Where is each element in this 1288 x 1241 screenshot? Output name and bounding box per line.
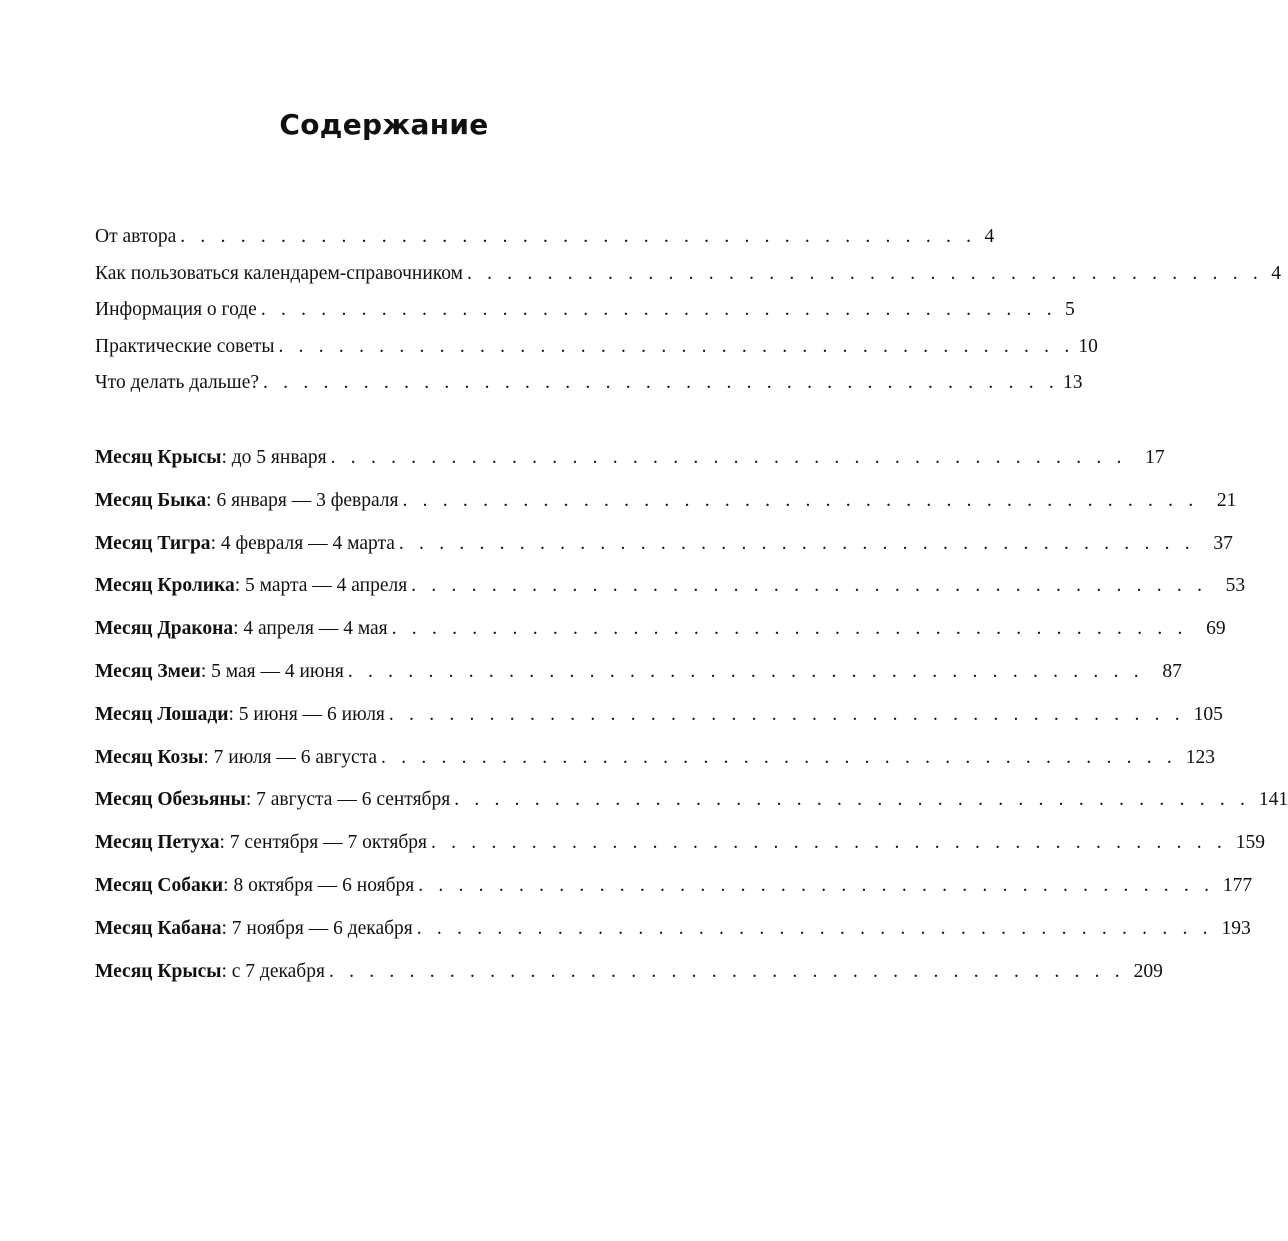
toc-page-number: 209 bbox=[1133, 960, 1163, 982]
toc-page-number: 53 bbox=[1225, 575, 1246, 597]
month-dates: : 8 октября — 6 ноября bbox=[223, 874, 415, 896]
toc-month-entry bbox=[95, 961, 325, 983]
dot-leader: . . . . . . . . . . . . . . . . . . . . . . . . . . . . . . . . . . . . . . . . bbox=[388, 703, 1185, 725]
toc-month-entry bbox=[95, 704, 385, 726]
month-name: Месяц Кабана bbox=[95, 917, 222, 939]
toc-page-number: 5 bbox=[1065, 299, 1075, 320]
month-dates: : 5 мая — 4 июня bbox=[200, 660, 344, 682]
toc-month-row bbox=[95, 618, 1226, 661]
toc-month-entry bbox=[95, 575, 407, 597]
month-dates: : 6 января — 3 февраля bbox=[206, 489, 399, 511]
toc-month-entry bbox=[95, 918, 413, 940]
toc-row bbox=[95, 226, 995, 263]
toc-entry-label: Как пользоваться календарем-справочником bbox=[95, 262, 463, 284]
month-dates: : 4 февраля — 4 марта bbox=[210, 532, 395, 554]
toc-month-entry bbox=[95, 618, 388, 640]
dot-leader: . . . . . . . . . . . . . . . . . . . . . . . . . . . . . . . . . . . . . . . . bbox=[260, 299, 1057, 320]
month-name: Месяц Быка bbox=[95, 489, 207, 511]
month-dates: : 7 ноября — 6 декабря bbox=[221, 917, 413, 939]
toc-page-number: 4 bbox=[984, 226, 995, 247]
toc-entry-label: Практические советы bbox=[95, 335, 275, 357]
toc-intro-section bbox=[95, 226, 1281, 409]
month-dates: : 7 августа — 6 сентября bbox=[245, 789, 451, 811]
month-dates: : 5 марта — 4 апреля bbox=[234, 575, 408, 597]
toc-month-entry bbox=[95, 789, 450, 811]
toc-page-number: 69 bbox=[1206, 618, 1226, 640]
dot-leader: . . . . . . . . . . . . . . . . . . . . . . . . . . . . . . . . . . . . . . . . bbox=[402, 489, 1199, 511]
month-name: Месяц Дракона bbox=[95, 618, 234, 640]
toc-row bbox=[95, 372, 1083, 409]
month-name: Месяц Крысы bbox=[95, 960, 222, 982]
toc-month-row bbox=[95, 575, 1246, 618]
dot-leader: . . . . . . . . . . . . . . . . . . . . . . . . . . . . . . . . . . . . . . . . bbox=[416, 917, 1213, 939]
toc-month-row bbox=[95, 489, 1237, 533]
toc-month-row bbox=[95, 960, 1163, 1004]
dot-leader: . . . . . . . . . . . . . . . . . . . . . . . . . . . . . . . . . . . . . . . . bbox=[328, 960, 1125, 982]
month-name: Месяц Козы bbox=[95, 746, 204, 768]
month-dates: : 5 июня — 6 июля bbox=[228, 703, 385, 725]
toc-page-number: 21 bbox=[1216, 489, 1237, 511]
month-name: Месяц Тигра bbox=[95, 532, 211, 554]
month-name: Месяц Собаки bbox=[95, 874, 224, 896]
dot-leader: . . . . . . . . . . . . . . . . . . . . . . . . . . . . . . . . . . . . . . . . bbox=[431, 832, 1227, 854]
toc-page-number: 141 bbox=[1258, 789, 1288, 811]
toc-page-number: 159 bbox=[1235, 832, 1265, 854]
toc-page-number: 4 bbox=[1271, 262, 1281, 284]
dot-leader: . . . . . . . . . . . . . . . . . . . . . . . . . . . . . . . . . . . . . . . . bbox=[391, 618, 1188, 640]
toc-page-number: 37 bbox=[1213, 532, 1233, 554]
toc-page-number: 17 bbox=[1145, 447, 1165, 468]
toc-month-row bbox=[95, 703, 1223, 747]
dot-leader: . . . . . . . . . . . . . . . . . . . . . . . . . . . . . . . . . . . . . . . . bbox=[454, 789, 1251, 811]
toc-month-row bbox=[95, 832, 1265, 875]
toc-month-row bbox=[95, 917, 1251, 961]
toc-page-number: 193 bbox=[1221, 917, 1251, 939]
toc-month-row bbox=[95, 660, 1182, 704]
dot-leader: . . . . . . . . . . . . . . . . . . . . . . . . . . . . . . . . . . . . . . . . bbox=[278, 335, 1075, 357]
toc-month-entry bbox=[95, 875, 414, 897]
toc-month-entry bbox=[95, 533, 395, 555]
page-title: Содержание bbox=[279, 108, 489, 141]
toc-page-number: 10 bbox=[1078, 335, 1098, 357]
toc-page-number: 105 bbox=[1193, 703, 1223, 725]
dot-leader: . . . . . . . . . . . . . . . . . . . . . . . . . . . . . . . . . . . . . . . . bbox=[180, 226, 977, 247]
dot-leader: . . . . . . . . . . . . . . . . . . . . . . . . . . . . . . . . . . . . . . . . bbox=[381, 746, 1177, 768]
toc-row bbox=[95, 299, 1075, 336]
toc-month-row bbox=[95, 874, 1253, 918]
month-name: Месяц Змеи bbox=[95, 660, 201, 682]
dot-leader: . . . . . . . . . . . . . . . . . . . . . . . . . . . . . . . . . . . . . . . . bbox=[411, 575, 1208, 597]
toc-page-number: 177 bbox=[1222, 874, 1253, 896]
toc-months-section bbox=[95, 447, 1288, 1003]
dot-leader: . . . . . . . . . . . . . . . . . . . . . . . . . . . . . . . . . . . . . . . . bbox=[263, 372, 1059, 393]
month-name: Месяц Крысы bbox=[95, 447, 222, 468]
month-name: Месяц Обезьяны bbox=[95, 789, 246, 811]
toc-month-entry bbox=[95, 490, 398, 512]
toc-month-row bbox=[95, 746, 1215, 790]
dot-leader: . . . . . . . . . . . . . . . . . . . . . . . . . . . . . . . . . . . . . . . . bbox=[418, 874, 1215, 896]
toc-month-row bbox=[95, 447, 1165, 490]
toc-page-number: 123 bbox=[1185, 746, 1215, 768]
dot-leader: . . . . . . . . . . . . . . . . . . . . . . . . . . . . . . . . . . . . . . . . bbox=[330, 447, 1127, 468]
month-name: Месяц Кролика bbox=[95, 575, 235, 597]
toc-month-entry bbox=[95, 747, 377, 769]
toc-row bbox=[95, 262, 1281, 300]
toc-page-number: 87 bbox=[1162, 660, 1182, 682]
dot-leader: . . . . . . . . . . . . . . . . . . . . . . . . . . . . . . . . . . . . . . . . bbox=[467, 262, 1263, 284]
toc-entry-label: Информация о годе bbox=[95, 299, 257, 320]
toc-row bbox=[95, 335, 1098, 373]
toc-month-row bbox=[95, 789, 1288, 832]
dot-leader: . . . . . . . . . . . . . . . . . . . . . . . . . . . . . . . . . . . . . . . . bbox=[347, 660, 1144, 682]
toc-month-entry bbox=[95, 447, 327, 469]
month-dates: : до 5 января bbox=[221, 447, 327, 468]
toc-page-number: 13 bbox=[1062, 372, 1083, 393]
month-dates: : 4 апреля — 4 мая bbox=[233, 618, 388, 640]
toc-month-row bbox=[95, 532, 1233, 576]
dot-leader: . . . . . . . . . . . . . . . . . . . . . . . . . . . . . . . . . . . . . . . . bbox=[398, 532, 1195, 554]
toc-month-entry bbox=[95, 661, 344, 683]
toc-entry-label: От автора bbox=[95, 226, 177, 247]
month-dates: : с 7 декабря bbox=[221, 960, 325, 982]
toc-month-entry bbox=[95, 832, 427, 854]
toc-entry-label: Что делать дальше? bbox=[95, 372, 260, 393]
month-name: Месяц Петуха bbox=[95, 832, 220, 854]
month-dates: : 7 сентября — 7 октября bbox=[219, 832, 427, 854]
month-dates: : 7 июля — 6 августа bbox=[203, 746, 378, 768]
month-name: Месяц Лошади bbox=[95, 703, 229, 725]
